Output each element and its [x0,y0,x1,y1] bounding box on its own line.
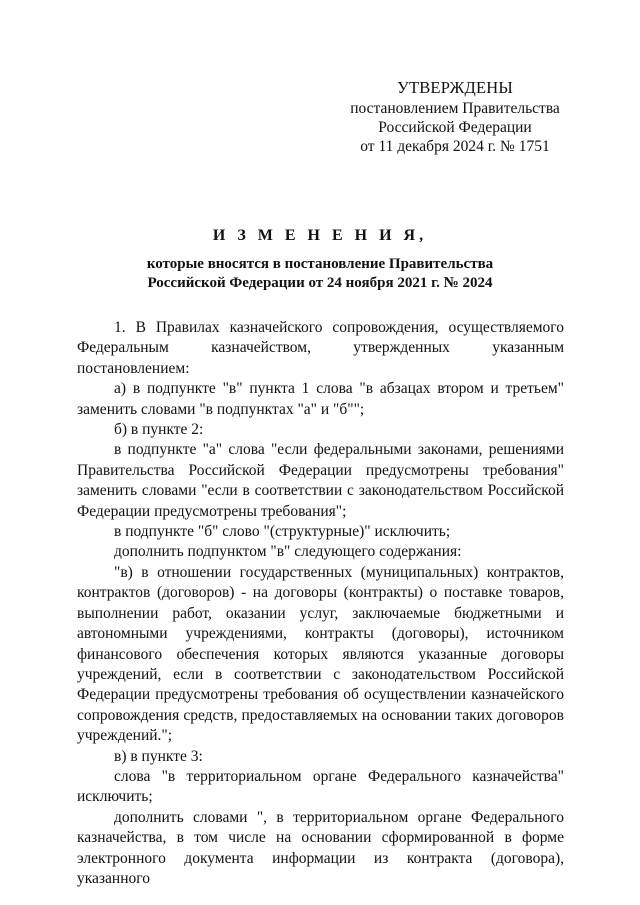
document-subtitle: Российской Федерации от 24 ноября 2021 г. № 2024 [147,275,493,291]
paragraph: дополнить словами ", в территориальном органе Федерального казначейства, в том числе на основании сформированной в форме электронного документа информации из контракта (договора), указанного [77,808,564,887]
paragraph: в) в пункте 3: [114,747,203,765]
document-body [77,318,564,889]
document-heading [60,226,580,293]
paragraph: дополнить подпунктом "в" следующего содержания: [114,543,462,561]
approval-line: постановлением Правительства [350,100,560,117]
approval-stamp [340,78,570,156]
paragraph: в подпункте "а" слова "если федеральными законами, решениями Правительства Российской Федерации предусмотрены требования" заменить словами "если в соответствии с законодательством Российской Федерации предусмотрены требования"; [77,441,564,520]
paragraph: слова "в территориальном органе Федерального казначейства" исключить; [77,767,564,806]
paragraph: в подпункте "б" слово "(структурные)" исключить; [114,523,451,541]
document-subtitle: которые вносятся в постановление Правительства [146,256,494,272]
paragraph: 1. В Правилах казначейского сопровождения, осуществляемого Федеральным казначейством, утвержденных указанным постановлением: [77,319,564,377]
paragraph: а) в подпункте "в" пункта 1 слова "в абзацах втором и третьем" заменить словами "в подпунктах "а" и "б""; [77,380,564,418]
paragraph: б) в пункте 2: [114,421,204,439]
approval-date: от 11 декабря 2024 г. № 1751 [360,138,550,155]
document-title: И З М Е Н Е Н И Я, [212,227,428,244]
approval-title: УТВЕРЖДЕНЫ [397,78,513,97]
approval-line: Российской Федерации [378,119,532,136]
paragraph: "в) в отношении государственных (муниципальных) контрактов, контрактов (договоров) - на договоры (контракты) о поставке товаров, выполнении работ, оказании услуг, заключаемые бюджетными и автономными учреждениями, контракты (договоры), источником финансового обеспечения которых являются указанные договоры учреждений, если в соответствии с законодательством Российской Федерации предусмотрены требования об осуществлении казначейского сопровождения средств, предоставляемых на основании таких договоров учреждений."; [77,563,564,745]
